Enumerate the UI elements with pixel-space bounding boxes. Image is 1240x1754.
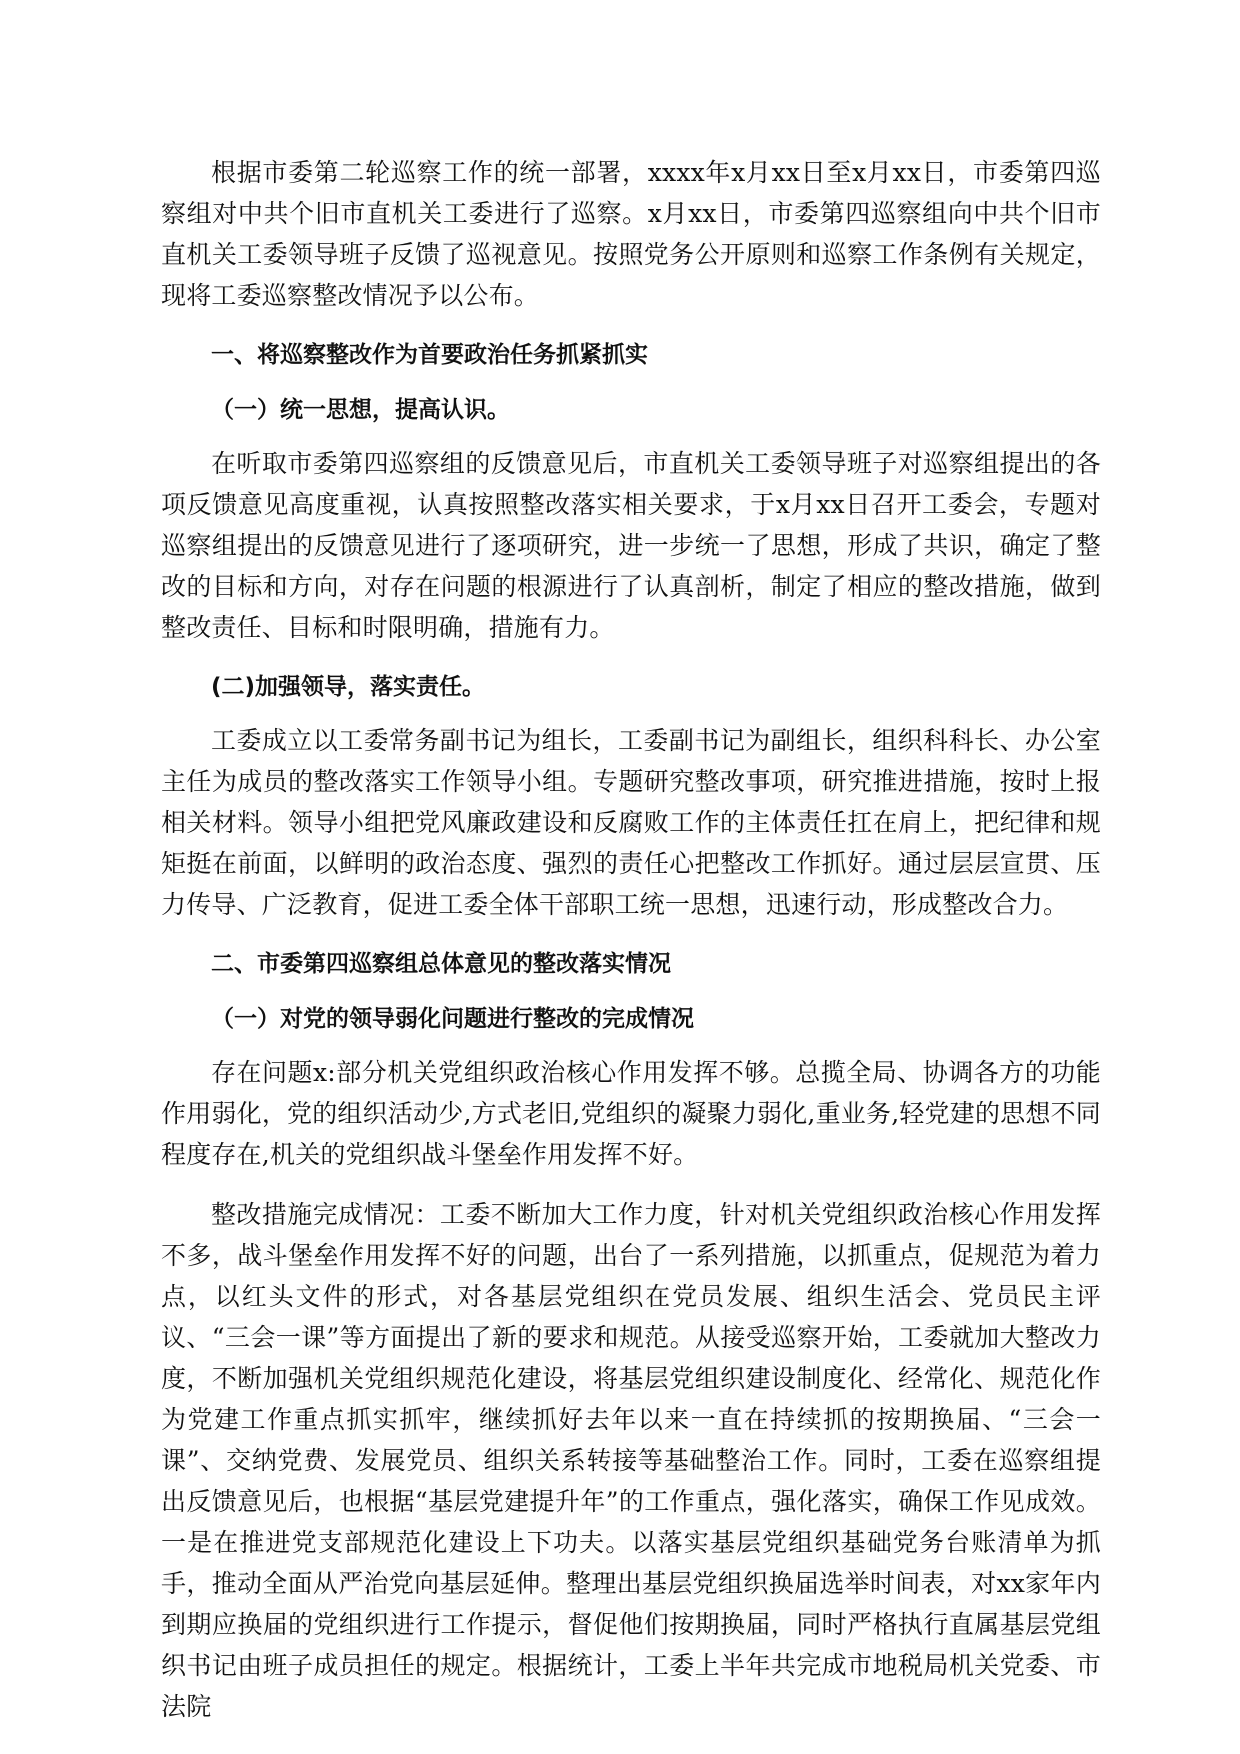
section-1-sub-1-heading: （一）统一思想，提高认识。 <box>211 397 510 423</box>
section-1-heading: 一、将巡察整改作为首要政治任务抓紧抓实 <box>211 342 648 368</box>
problem-paragraph: 存在问题x:部分机关党组织政治核心作用发挥不够。总揽全局、协调各方的功能作用弱化，党的组织活动少,方式老旧,党组织的凝聚力弱化,重业务,轻党建的思想不同程度存在,机关的党组织战斗堡垒作用发挥不好。 <box>161 1058 1101 1169</box>
section-1-sub-1-paragraph: 在听取市委第四巡察组的反馈意见后，市直机关工委领导班子对巡察组提出的各项反馈意见高度重视，认真按照整改落实相关要求，于x月xx日召开工委会，专题对巡察组提出的反馈意见进行了逐项研究，进一步统一了思想，形成了共识，确定了整改的目标和方向，对存在问题的根源进行了认真剖析，制定了相应的整改措施，做到整改责任、目标和时限明确，措施有力。 <box>161 449 1101 642</box>
measures-paragraph: 整改措施完成情况：工委不断加大工作力度，针对机关党组织政治核心作用发挥不多，战斗堡垒作用发挥不好的问题，出台了一系列措施，以抓重点，促规范为着力点，以红头文件的形式，对各基层党组织在党员发展、组织生活会、党员民主评议、“三会一课”等方面提出了新的要求和规范。从接受巡察开始，工委就加大整改力度，不断加强机关党组织规范化建设，将基层党组织建设制度化、经常化、规范化作为党建工作重点抓实抓牢，继续抓好去年以来一直在持续抓的按期换届、“三会一课”、交纳党费、发展党员、组织关系转接等基础整治工作。同时，工委在巡察组提出反馈意见后，也根据“基层党建提升年”的工作重点，强化落实，确保工作见成效。一是在推进党支部规范化建设上下功夫。以落实基层党组织基础党务台账清单为抓手，推动全面从严治党向基层延伸。整理出基层党组织换届选举时间表，对xx家年内到期应换届的党组织进行工作提示，督促他们按期换届，同时严格执行直属基层党组织书记由班子成员担任的规定。根据统计，工委上半年共完成市地税局机关党委、市法院 <box>161 1200 1101 1721</box>
section-1-sub-2-paragraph: 工委成立以工委常务副书记为组长，工委副书记为副组长，组织科科长、办公室主任为成员的整改落实工作领导小组。专题研究整改事项，研究推进措施，按时上报相关材料。领导小组把党风廉政建设和反腐败工作的主体责任扛在肩上，把纪律和规矩挺在前面，以鲜明的政治态度、强烈的责任心把整改工作抓好。通过层层宣贯、压力传导、广泛教育，促进工委全体干部职工统一思想，迅速行动，形成整改合力。 <box>161 726 1101 919</box>
section-2-heading: 二、市委第四巡察组总体意见的整改落实情况 <box>211 951 671 977</box>
section-2-sub-1-heading: （一）对党的领导弱化问题进行整改的完成情况 <box>211 1006 694 1032</box>
intro-paragraph: 根据市委第二轮巡察工作的统一部署，xxxx年x月xx日至x月xx日，市委第四巡察组对中共个旧市直机关工委进行了巡察。x月xx日，市委第四巡察组向中共个旧市直机关工委领导班子反馈了巡视意见。按照党务公开原则和巡察工作条例有关规定，现将工委巡察整改情况予以公布。 <box>161 158 1101 310</box>
section-1-sub-2-heading: (二)加强领导，落实责任。 <box>211 674 486 700</box>
document-body <box>161 152 1101 1727</box>
